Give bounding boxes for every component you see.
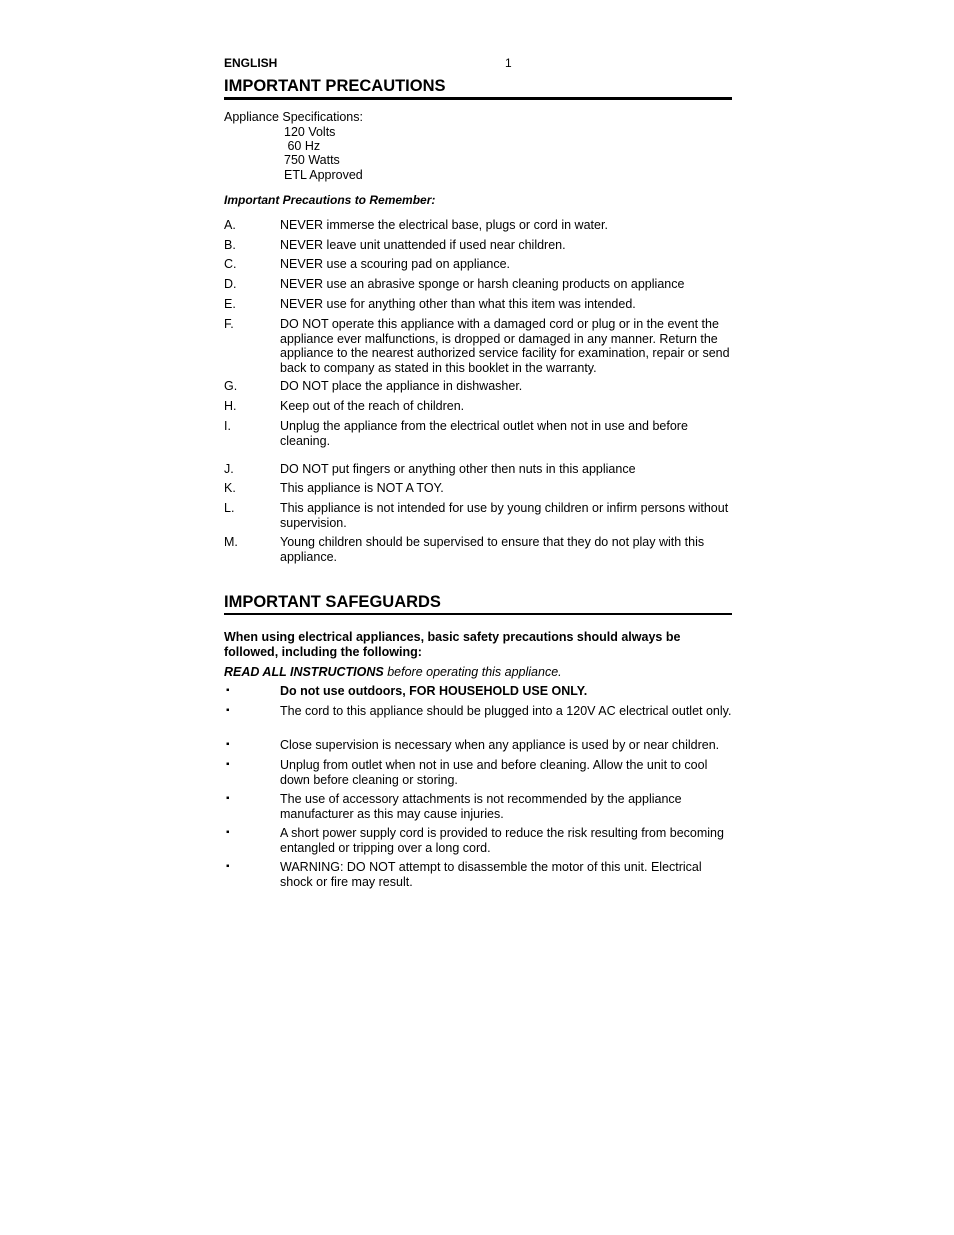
language-label: ENGLISH bbox=[224, 56, 278, 70]
bullet-icon: ▪ bbox=[226, 739, 230, 750]
precaution-text: NEVER immerse the electrical base, plugs or cord in water. bbox=[280, 218, 608, 232]
precaution-label: D. bbox=[224, 277, 237, 291]
safeguard-text: A short power supply cord is provided to reduce the risk resulting from becoming entangled or tripping over a long cord. bbox=[280, 826, 724, 855]
precaution-text: Unplug the appliance from the electrical outlet when not in use and before cleaning. bbox=[280, 419, 688, 448]
safeguards-title: IMPORTANT SAFEGUARDS bbox=[224, 593, 441, 611]
bullet-icon: ▪ bbox=[226, 827, 230, 838]
spec-volts: 120 Volts bbox=[284, 125, 336, 139]
precaution-text: This appliance is not intended for use by young children or infirm persons without supervision. bbox=[280, 501, 729, 530]
precautions-title: IMPORTANT PRECAUTIONS bbox=[224, 77, 446, 95]
precaution-label: H. bbox=[224, 399, 237, 413]
precaution-label: A. bbox=[224, 218, 236, 232]
bullet-icon: ▪ bbox=[226, 793, 230, 804]
precaution-label: G. bbox=[224, 379, 238, 393]
safeguards-divider bbox=[224, 613, 732, 615]
spec-hz: 60 Hz bbox=[284, 139, 321, 153]
remember-heading: Important Precautions to Remember: bbox=[224, 193, 436, 207]
precaution-label: C. bbox=[224, 257, 237, 271]
precaution-text: DO NOT put fingers or anything other then nuts in this appliance bbox=[280, 462, 636, 476]
precaution-label: J. bbox=[224, 462, 234, 476]
bullet-icon: ▪ bbox=[226, 685, 230, 696]
precaution-label: L. bbox=[224, 501, 235, 515]
precaution-text: NEVER use an abrasive sponge or harsh cleaning products on appliance bbox=[280, 277, 685, 291]
precaution-label: M. bbox=[224, 535, 238, 549]
spec-watts: 750 Watts bbox=[284, 153, 340, 167]
precaution-text: DO NOT operate this appliance with a damaged cord or plug or in the event the appliance ever malfunctions, is dropped or damaged in any manner. Return the appliance to the nearest authorized service facility for examination, repair or send back to company as stated in this booklet in the warranty. bbox=[280, 317, 730, 375]
precaution-text: Keep out of the reach of children. bbox=[280, 399, 465, 413]
precaution-text: This appliance is NOT A TOY. bbox=[280, 481, 444, 495]
safeguard-text: Do not use outdoors, FOR HOUSEHOLD USE ONLY. bbox=[280, 684, 588, 698]
read-instructions-emphasis: READ ALL INSTRUCTIONS bbox=[224, 665, 384, 679]
precaution-label: F. bbox=[224, 317, 234, 331]
precaution-text: NEVER leave unit unattended if used near children. bbox=[280, 238, 566, 252]
safeguard-text: The use of accessory attachments is not recommended by the appliance manufacturer as this may cause injuries. bbox=[280, 792, 682, 821]
page-number: 1 bbox=[505, 56, 512, 70]
safeguards-intro: When using electrical appliances, basic safety precautions should always be followed, including the following: bbox=[224, 630, 681, 659]
safeguard-text: Close supervision is necessary when any appliance is used by or near children. bbox=[280, 738, 720, 752]
spec-label: Appliance Specifications: bbox=[224, 110, 363, 124]
read-instructions-line bbox=[224, 665, 562, 680]
precaution-label: K. bbox=[224, 481, 236, 495]
safeguard-text: WARNING: DO NOT attempt to disassemble the motor of this unit. Electrical shock or fire may result. bbox=[280, 860, 702, 889]
safeguard-text: The cord to this appliance should be plugged into a 120V AC electrical outlet only. bbox=[280, 704, 732, 718]
precaution-text: Young children should be supervised to ensure that they do not play with this appliance. bbox=[280, 535, 705, 564]
precaution-label: I. bbox=[224, 419, 231, 433]
bullet-icon: ▪ bbox=[226, 759, 230, 770]
precaution-text: NEVER use a scouring pad on appliance. bbox=[280, 257, 511, 271]
bullet-icon: ▪ bbox=[226, 705, 230, 716]
precaution-label: B. bbox=[224, 238, 236, 252]
precaution-text: DO NOT place the appliance in dishwasher. bbox=[280, 379, 523, 393]
spec-approval: ETL Approved bbox=[284, 168, 363, 182]
safeguard-text: Unplug from outlet when not in use and before cleaning. Allow the unit to cool down before cleaning or storing. bbox=[280, 758, 708, 787]
precautions-divider bbox=[224, 97, 732, 100]
precaution-label: E. bbox=[224, 297, 236, 311]
read-instructions-rest: before operating this appliance. bbox=[383, 665, 562, 679]
precaution-text: NEVER use for anything other than what this item was intended. bbox=[280, 297, 636, 311]
bullet-icon: ▪ bbox=[226, 861, 230, 872]
